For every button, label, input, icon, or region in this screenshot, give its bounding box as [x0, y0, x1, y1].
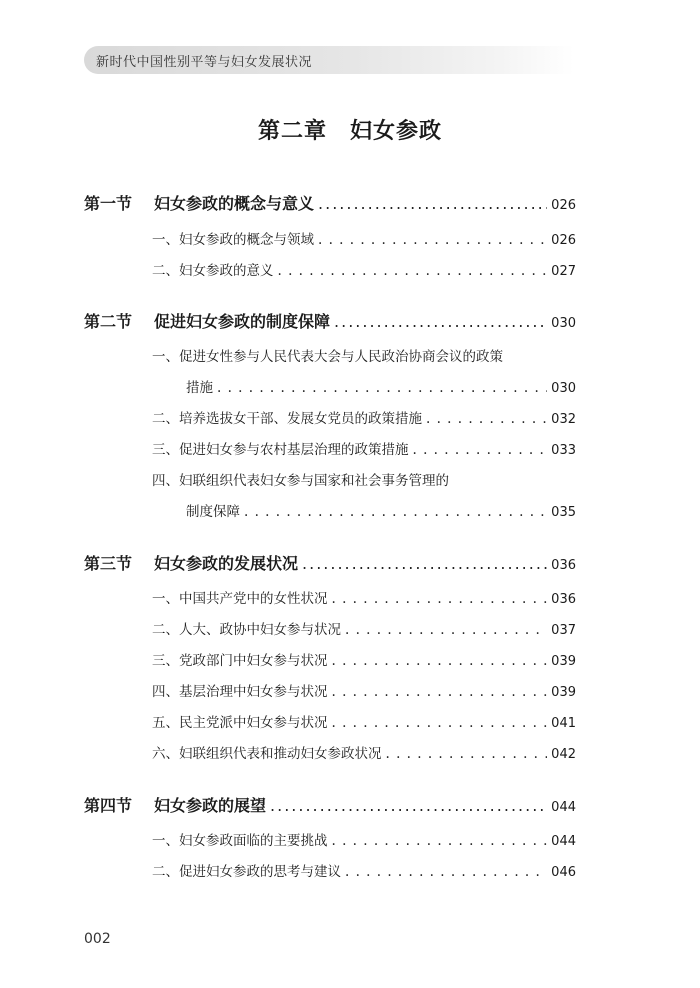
leader-dots: [413, 442, 548, 458]
toc-item[interactable]: [186, 376, 576, 396]
toc-section-4[interactable]: [84, 793, 576, 816]
toc-item[interactable]: [152, 680, 576, 700]
toc-item[interactable]: [152, 438, 576, 458]
item-page: 027: [551, 264, 576, 279]
item-page: 026: [551, 233, 576, 248]
section-number: 第一节: [84, 194, 133, 213]
leader-dots: [332, 591, 548, 607]
toc-section-2[interactable]: [84, 309, 576, 332]
toc-item[interactable]: [152, 587, 576, 607]
item-page: 033: [551, 443, 576, 458]
section-number: 第三节: [84, 554, 133, 573]
section-title: 妇女参政的概念与意义: [154, 194, 315, 213]
item-page: 030: [551, 381, 576, 396]
toc-section-3[interactable]: [84, 551, 576, 574]
item-title: 三、党政部门中妇女参与状况: [152, 653, 328, 669]
toc-item[interactable]: [152, 711, 576, 731]
section-title: 妇女参政的展望: [154, 796, 267, 815]
item-page: 032: [551, 412, 576, 427]
item-page: 037: [551, 623, 576, 638]
leader-dots: [386, 746, 548, 762]
leader-dots: [345, 864, 547, 880]
chapter-title: 第二章 妇女参政: [257, 118, 442, 144]
item-title: 三、促进妇女参与农村基层治理的政策措施: [152, 442, 409, 458]
item-title: 一、妇女参政的概念与领域: [152, 232, 314, 248]
leader-dots: [244, 504, 547, 520]
item-title: 一、中国共产党中的女性状况: [152, 591, 328, 607]
item-page: 044: [551, 834, 576, 849]
item-page: 039: [551, 654, 576, 669]
page-number: 002: [84, 931, 111, 947]
section-number: 第四节: [84, 796, 133, 815]
toc-item[interactable]: [186, 500, 576, 520]
item-title: 二、妇女参政的意义: [152, 263, 274, 279]
section-page: 044: [551, 800, 576, 815]
item-page: 036: [551, 592, 576, 607]
item-page: 046: [551, 865, 576, 880]
section-page: 030: [551, 316, 576, 331]
section-number: 第二节: [84, 312, 133, 331]
toc-item[interactable]: [152, 228, 576, 248]
running-header: 新时代中国性别平等与妇女发展状况: [96, 55, 313, 70]
section-title: 促进妇女参政的制度保障: [154, 312, 331, 331]
toc-section-1[interactable]: [84, 191, 576, 214]
item-page: 035: [551, 505, 576, 520]
toc-item[interactable]: [152, 649, 576, 669]
item-title: 二、促进妇女参政的思考与建议: [152, 864, 341, 880]
toc-item[interactable]: [152, 860, 576, 880]
leader-dots: [318, 232, 547, 248]
leader-dots: [318, 194, 547, 213]
leader-dots: [217, 380, 547, 396]
leader-dots: [332, 653, 548, 669]
toc-item[interactable]: [152, 829, 576, 849]
item-page: 042: [551, 747, 576, 762]
leader-dots: [278, 263, 548, 279]
section-page: 036: [551, 558, 576, 573]
leader-dots: [270, 796, 547, 815]
item-title: 二、人大、政协中妇女参与状况: [152, 622, 341, 638]
toc-item-line1[interactable]: 一、促进女性参与人民代表大会与人民政治协商会议的政策: [152, 349, 503, 365]
section-page: 026: [551, 198, 576, 213]
toc-item-line1[interactable]: 四、妇联组织代表妇女参与国家和社会事务管理的: [152, 473, 449, 489]
leader-dots: [332, 833, 548, 849]
toc-item[interactable]: [152, 742, 576, 762]
item-title: 二、培养选拔女干部、发展女党员的政策措施: [152, 411, 422, 427]
leader-dots: [334, 312, 547, 331]
leader-dots: [332, 715, 548, 731]
item-title-cont: 制度保障: [186, 504, 240, 520]
leader-dots: [332, 684, 548, 700]
item-title: 一、妇女参政面临的主要挑战: [152, 833, 328, 849]
item-title: 四、基层治理中妇女参与状况: [152, 684, 328, 700]
item-title: 五、民主党派中妇女参与状况: [152, 715, 328, 731]
toc-item[interactable]: [152, 407, 576, 427]
item-page: 041: [551, 716, 576, 731]
leader-dots: [302, 554, 547, 573]
leader-dots: [345, 622, 547, 638]
item-page: 039: [551, 685, 576, 700]
toc-item[interactable]: [152, 618, 576, 638]
leader-dots: [426, 411, 547, 427]
item-title: 六、妇联组织代表和推动妇女参政状况: [152, 746, 382, 762]
item-title-cont: 措施: [186, 380, 213, 396]
toc-item[interactable]: [152, 259, 576, 279]
section-title: 妇女参政的发展状况: [154, 554, 299, 573]
